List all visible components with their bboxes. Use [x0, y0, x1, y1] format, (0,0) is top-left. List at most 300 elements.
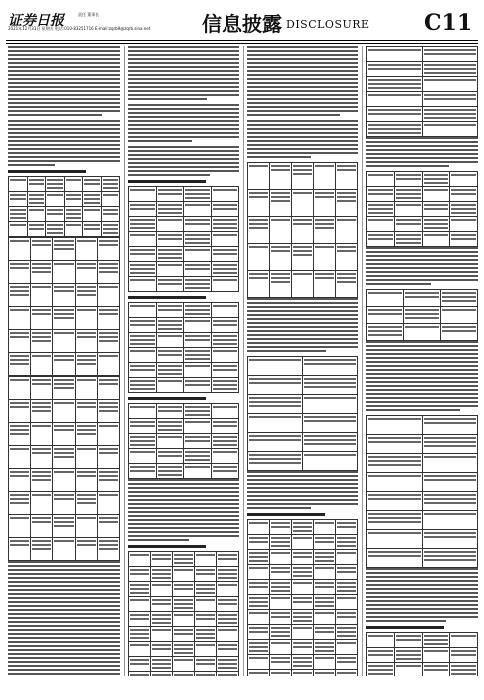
- text-line: [128, 174, 210, 176]
- table-cell: [9, 177, 28, 192]
- table-cell: [97, 538, 119, 561]
- text-line: [247, 330, 358, 332]
- table-cell: [314, 670, 336, 677]
- table-cell: [422, 511, 478, 530]
- table-row: [367, 435, 478, 454]
- text-line: [8, 601, 120, 603]
- table-cell: [248, 595, 270, 610]
- table-cell: [217, 582, 239, 597]
- table-row: [248, 520, 358, 535]
- table-row: [129, 303, 239, 318]
- table-row: [129, 464, 239, 479]
- text-line: [366, 279, 478, 281]
- table-cell: [129, 202, 157, 217]
- table-cell: [75, 377, 97, 400]
- column-divider: [362, 46, 363, 676]
- table-row: [9, 222, 120, 237]
- table-cell: [367, 77, 423, 92]
- text-line: [247, 82, 358, 84]
- table-cell: [64, 222, 83, 237]
- table-cell: [9, 284, 31, 307]
- text-line: [366, 600, 478, 602]
- text-line: [247, 479, 358, 481]
- text-line: [8, 665, 120, 667]
- text-line: [8, 82, 120, 84]
- table-cell: [422, 92, 478, 107]
- text-line: [366, 255, 478, 257]
- table-cell: [75, 261, 97, 284]
- text-line: [247, 148, 358, 150]
- table-cell: [184, 363, 212, 378]
- text-line: [8, 152, 120, 154]
- table-cell: [129, 419, 157, 434]
- table-cell: [367, 172, 395, 187]
- text-line: [8, 585, 120, 587]
- table-cell: [270, 670, 292, 677]
- table-cell: [394, 663, 422, 677]
- table-cell: [270, 190, 292, 217]
- table-cell: [46, 177, 65, 192]
- text-block: [128, 46, 239, 100]
- table-cell: [292, 610, 314, 625]
- text-line: [128, 523, 239, 525]
- table-cell: [367, 511, 423, 530]
- table-cell: [97, 261, 119, 284]
- table-cell: [129, 567, 151, 582]
- table-cell: [31, 261, 53, 284]
- table-cell: [97, 515, 119, 538]
- table-row: [9, 261, 120, 284]
- table-cell: [270, 217, 292, 244]
- table-cell: [336, 163, 358, 190]
- table-cell: [314, 244, 336, 271]
- table-cell: [9, 192, 28, 207]
- text-line: [366, 361, 478, 363]
- text-line: [8, 589, 120, 591]
- table-cell: [303, 414, 358, 433]
- table-cell: [292, 655, 314, 670]
- table-cell: [173, 627, 195, 642]
- text-line: [247, 102, 358, 104]
- text-line: [128, 503, 239, 505]
- text-line: [247, 483, 358, 485]
- table-cell: [248, 190, 270, 217]
- table-cell: [53, 538, 75, 561]
- table-row: [9, 515, 120, 538]
- table-cell: [248, 433, 303, 452]
- text-line: [8, 657, 120, 659]
- table-cell: [101, 177, 120, 192]
- text-line: [8, 106, 120, 108]
- table-cell: [336, 655, 358, 670]
- table-cell: [129, 612, 151, 627]
- table-cell: [336, 190, 358, 217]
- newspaper-logo: 证券日报: [8, 13, 64, 29]
- table-row: [367, 77, 478, 92]
- table-cell: [394, 232, 422, 247]
- text-line: [128, 491, 239, 493]
- table-cell: [367, 217, 395, 232]
- table-row: [367, 62, 478, 77]
- table-cell: [248, 271, 270, 298]
- text-line: [128, 128, 239, 130]
- table-cell: [314, 625, 336, 640]
- text-line: [8, 573, 120, 575]
- table-cell: [75, 238, 97, 261]
- table-cell: [336, 640, 358, 655]
- table-cell: [9, 261, 31, 284]
- table-cell: [303, 452, 358, 471]
- text-line: [8, 114, 102, 116]
- table-cell: [184, 464, 212, 479]
- table-cell: [336, 565, 358, 580]
- table-cell: [292, 565, 314, 580]
- table-cell: [367, 473, 423, 492]
- table-cell: [292, 670, 314, 677]
- text-line: [128, 515, 239, 517]
- text-line: [8, 140, 120, 142]
- text-line: [366, 259, 478, 261]
- table-cell: [129, 597, 151, 612]
- text-line: [247, 140, 358, 142]
- table-row: [129, 202, 239, 217]
- table-row: [367, 454, 478, 473]
- text-line: [247, 90, 358, 92]
- table-cell: [292, 595, 314, 610]
- text-line: [247, 495, 358, 497]
- table-cell: [184, 187, 212, 202]
- table-cell: [195, 597, 217, 612]
- text-line: [247, 106, 358, 108]
- text-line: [8, 577, 120, 579]
- text-line: [366, 409, 460, 411]
- masthead-editor-line: 责任 董事长: [78, 12, 100, 17]
- text-line: [8, 625, 120, 627]
- table-cell: [156, 348, 184, 363]
- table-cell: [27, 177, 46, 192]
- table-cell: [9, 222, 28, 237]
- table-row: [248, 395, 358, 414]
- text-block: [8, 561, 120, 676]
- text-line: [247, 314, 358, 316]
- table-cell: [336, 520, 358, 535]
- table-cell: [83, 192, 102, 207]
- table-cell: [422, 530, 478, 549]
- table-cell: [97, 307, 119, 330]
- table-cell: [27, 192, 46, 207]
- table-row: [129, 217, 239, 232]
- table-cell: [422, 416, 478, 435]
- text-line: [366, 616, 478, 618]
- table-cell: [173, 552, 195, 567]
- table-row: [248, 414, 358, 433]
- text-line: [8, 565, 120, 567]
- text-line: [247, 120, 358, 122]
- table-cell: [156, 419, 184, 434]
- disclosure-table: [366, 415, 478, 568]
- table-cell: [314, 520, 336, 535]
- table-cell: [129, 333, 157, 348]
- table-cell: [211, 303, 239, 318]
- table-cell: [422, 648, 450, 663]
- table-cell: [394, 202, 422, 217]
- text-line: [128, 104, 239, 106]
- table-row: [129, 363, 239, 378]
- table-caption: [8, 170, 86, 173]
- table-cell: [367, 122, 423, 137]
- table-cell: [129, 247, 157, 262]
- text-line: [247, 338, 358, 340]
- table-cell: [422, 107, 478, 122]
- table-cell: [129, 232, 157, 247]
- table-cell: [184, 303, 212, 318]
- text-line: [128, 146, 239, 148]
- table-cell: [129, 464, 157, 479]
- table-cell: [9, 515, 31, 538]
- table-row: [9, 377, 120, 400]
- text-line: [247, 124, 358, 126]
- table-cell: [367, 663, 395, 677]
- table-cell: [184, 404, 212, 419]
- text-line: [247, 62, 358, 64]
- table-row: [129, 262, 239, 277]
- table-cell: [53, 261, 75, 284]
- table-cell: [270, 550, 292, 565]
- table-cell: [129, 318, 157, 333]
- table-cell: [270, 565, 292, 580]
- text-line: [8, 94, 120, 96]
- text-line: [128, 54, 239, 56]
- table-cell: [367, 549, 423, 568]
- text-line: [8, 613, 120, 615]
- table-cell: [156, 449, 184, 464]
- table-cell: [270, 595, 292, 610]
- text-line: [247, 334, 358, 336]
- text-block: [247, 120, 358, 158]
- text-line: [128, 98, 207, 100]
- table-cell: [184, 333, 212, 348]
- text-line: [247, 499, 358, 501]
- table-row: [248, 190, 358, 217]
- text-line: [247, 156, 311, 158]
- table-row: [367, 307, 478, 324]
- table-cell: [9, 492, 31, 515]
- table-row: [248, 580, 358, 595]
- text-line: [247, 503, 358, 505]
- table-cell: [314, 271, 336, 298]
- text-line: [8, 609, 120, 611]
- text-line: [366, 393, 478, 395]
- table-cell: [9, 238, 31, 261]
- text-line: [366, 568, 478, 570]
- table-row: [129, 333, 239, 348]
- table-cell: [156, 378, 184, 393]
- table-cell: [195, 567, 217, 582]
- column-divider: [124, 46, 125, 676]
- table-cell: [129, 552, 151, 567]
- table-cell: [31, 353, 53, 376]
- text-line: [366, 612, 478, 614]
- table-cell: [31, 238, 53, 261]
- table-cell: [151, 552, 173, 567]
- table-row: [248, 610, 358, 625]
- text-line: [8, 98, 120, 100]
- text-line: [128, 483, 239, 485]
- table-cell: [97, 469, 119, 492]
- table-row: [367, 47, 478, 62]
- table-cell: [211, 217, 239, 232]
- table-row: [129, 419, 239, 434]
- text-line: [8, 90, 120, 92]
- text-line: [128, 62, 239, 64]
- table-cell: [422, 663, 450, 677]
- disclosure-table: [247, 162, 358, 298]
- text-line: [128, 120, 239, 122]
- table-cell: [217, 612, 239, 627]
- table-cell: [156, 247, 184, 262]
- table-row: [367, 324, 478, 341]
- text-line: [366, 353, 478, 355]
- table-cell: [248, 217, 270, 244]
- text-line: [128, 154, 239, 156]
- text-line: [247, 342, 358, 344]
- text-line: [247, 50, 358, 52]
- table-cell: [156, 333, 184, 348]
- text-line: [247, 346, 358, 348]
- table-cell: [450, 202, 478, 217]
- table-cell: [129, 303, 157, 318]
- text-line: [128, 94, 239, 96]
- text-line: [128, 50, 239, 52]
- table-caption: [128, 397, 206, 400]
- table-cell: [9, 400, 31, 423]
- table-cell: [248, 565, 270, 580]
- table-cell: [129, 378, 157, 393]
- table-cell: [292, 580, 314, 595]
- text-line: [128, 162, 239, 164]
- table-cell: [270, 244, 292, 271]
- table-cell: [156, 464, 184, 479]
- text-line: [8, 605, 120, 607]
- text-block: [247, 471, 358, 509]
- table-row: [248, 433, 358, 452]
- table-cell: [270, 271, 292, 298]
- text-line: [247, 74, 358, 76]
- table-cell: [292, 271, 314, 298]
- table-row: [248, 163, 358, 190]
- text-line: [247, 86, 358, 88]
- table-cell: [217, 657, 239, 672]
- article-column-1: [8, 46, 120, 676]
- text-line: [247, 318, 358, 320]
- text-line: [128, 499, 239, 501]
- table-cell: [31, 307, 53, 330]
- text-line: [8, 132, 120, 134]
- table-cell: [9, 538, 31, 561]
- text-line: [128, 507, 239, 509]
- table-cell: [211, 187, 239, 202]
- table-cell: [367, 187, 395, 202]
- table-cell: [31, 284, 53, 307]
- table-cell: [46, 192, 65, 207]
- table-row: [9, 400, 120, 423]
- table-cell: [9, 469, 31, 492]
- text-line: [128, 74, 239, 76]
- table-cell: [367, 435, 423, 454]
- table-row: [9, 307, 120, 330]
- table-row: [129, 449, 239, 464]
- table-cell: [156, 187, 184, 202]
- table-cell: [64, 207, 83, 222]
- text-line: [366, 620, 446, 622]
- disclosure-table: [8, 176, 120, 237]
- table-cell: [450, 187, 478, 202]
- table-cell: [336, 244, 358, 271]
- table-cell: [336, 550, 358, 565]
- text-line: [366, 247, 478, 249]
- text-block: [247, 298, 358, 352]
- text-line: [366, 161, 478, 163]
- table-cell: [184, 262, 212, 277]
- table-cell: [129, 187, 157, 202]
- table-cell: [217, 567, 239, 582]
- table-cell: [173, 597, 195, 612]
- table-cell: [217, 552, 239, 567]
- text-line: [366, 389, 478, 391]
- table-row: [367, 290, 478, 307]
- table-row: [367, 92, 478, 107]
- table-cell: [129, 363, 157, 378]
- table-row: [9, 238, 120, 261]
- text-line: [247, 491, 358, 493]
- table-cell: [195, 627, 217, 642]
- text-line: [128, 66, 239, 68]
- table-cell: [422, 549, 478, 568]
- text-line: [366, 608, 478, 610]
- text-line: [366, 576, 478, 578]
- table-cell: [151, 582, 173, 597]
- table-cell: [129, 672, 151, 677]
- table-row: [9, 330, 120, 353]
- text-line: [366, 373, 478, 375]
- table-cell: [129, 642, 151, 657]
- table-row: [367, 416, 478, 435]
- text-line: [247, 66, 358, 68]
- table-row: [367, 107, 478, 122]
- text-line: [366, 369, 478, 371]
- table-cell: [367, 290, 404, 307]
- table-cell: [195, 672, 217, 677]
- table-cell: [75, 353, 97, 376]
- disclosure-table: [366, 632, 478, 676]
- table-cell: [248, 625, 270, 640]
- text-line: [128, 166, 239, 168]
- table-cell: [422, 435, 478, 454]
- table-row: [129, 582, 239, 597]
- table-cell: [211, 202, 239, 217]
- text-line: [366, 345, 478, 347]
- table-cell: [217, 672, 239, 677]
- text-line: [366, 145, 478, 147]
- table-cell: [336, 670, 358, 677]
- table-cell: [211, 277, 239, 292]
- table-cell: [270, 535, 292, 550]
- table-row: [248, 271, 358, 298]
- text-line: [8, 669, 120, 671]
- table-cell: [303, 357, 358, 376]
- text-line: [128, 527, 239, 529]
- table-cell: [367, 633, 395, 648]
